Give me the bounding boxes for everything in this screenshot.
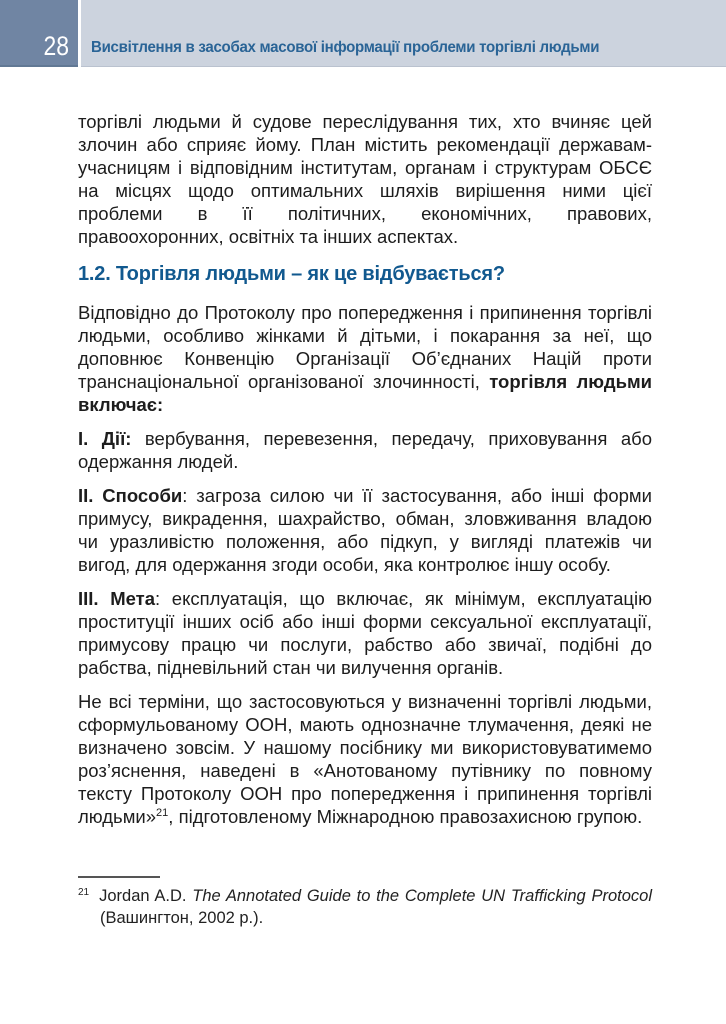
paragraph-item-means xyxy=(78,484,652,576)
running-header-bar xyxy=(81,0,726,67)
paragraph-definition xyxy=(78,301,652,416)
paragraph-terms xyxy=(78,690,652,828)
page-header xyxy=(0,0,726,67)
page-number-box xyxy=(0,0,78,67)
paragraph-intro xyxy=(78,110,652,248)
page-number: 28 xyxy=(43,31,69,61)
item-purpose-text: : експлуатація, що включає, як мінімум, експлуатацію проституції інших осіб або інші форми сексуальної експлуатації, примусову працю чи послуги, рабство або звичаї, подібні до рабства, підневільний стан чи вилучення органів. xyxy=(78,588,652,678)
running-header-title: Висвітлення в засобах масової інформації проблеми торгівлі людьми xyxy=(91,39,600,57)
paragraph-item-purpose xyxy=(78,587,652,679)
paragraph-terms-text: Не всі терміни, що застосовуються у визначенні торгівлі людьми, сформульованому ООН, мають однозначне тлумачення, деякі не визначено зовсім. У нашому посібнику ми використовуватимемо роз’яснення, наведені в «Анотованому путівнику по повному тексту Протоколу ООН про попередження і припинення торгівлі людьми» xyxy=(78,691,652,827)
footnote-21-marker: 21 xyxy=(78,886,90,898)
footnote-21-tail: (Вашингтон, 2002 р.). xyxy=(100,909,264,927)
paragraph-definition-bold-tail: торгівля людьми включає: xyxy=(78,371,652,415)
footnote-21 xyxy=(78,885,652,929)
footnote-separator-rule xyxy=(78,876,160,878)
item-purpose-lead: ІІІ. Мета xyxy=(78,588,156,609)
footnote-21-author: Jordan A.D. xyxy=(99,887,193,905)
page-body xyxy=(78,67,652,839)
item-means-lead: ІІ. Способи xyxy=(78,485,183,506)
item-actions-text: вербування, перевезення, передачу, приховування або одержання людей. xyxy=(78,428,652,472)
footnote-21-title: The Annotated Guide to the Complete UN Trafficking Protocol xyxy=(192,887,652,905)
paragraph-terms-tail: , підготовленому Міжнародною правозахисною групою. xyxy=(168,806,643,827)
item-actions-lead: І. Дії: xyxy=(78,428,132,449)
footnote-area xyxy=(78,876,652,929)
paragraph-intro-text: торгівлі людьми й судове переслідування тих, хто вчиняє цей злочин або сприяє йому. План містить рекомендації державам-учасницям і відповідним інститутам, органам і структурам ОБСЄ на місцях щодо оптимальних шляхів вирішення ними цієї проблеми в її політичних, економічних, правових, правоохоронних, освітніх та інших аспектах. xyxy=(78,111,652,247)
section-heading: 1.2. Торгівля людьми – як це відбувається? xyxy=(78,263,505,285)
paragraph-definition-text: Відповідно до Протоколу про попередження і припинення торгівлі людьми, особливо жінками й дітьми, і покарання за неї, що доповнює Конвенцію Організації Об’єднаних Націй проти транснаціональної організованої злочинності, xyxy=(78,302,652,392)
footnote-reference-21: 21 xyxy=(156,806,169,819)
item-means-text: : загроза силою чи її застосування, або інші форми примусу, викрадення, шахрайство, обман, зловживання владою чи уразливістю положення, або підкуп, у вигляді платежів чи вигод, для одержання згоди особи, яка контролює іншу особу. xyxy=(78,485,652,575)
paragraph-item-actions xyxy=(78,427,652,473)
